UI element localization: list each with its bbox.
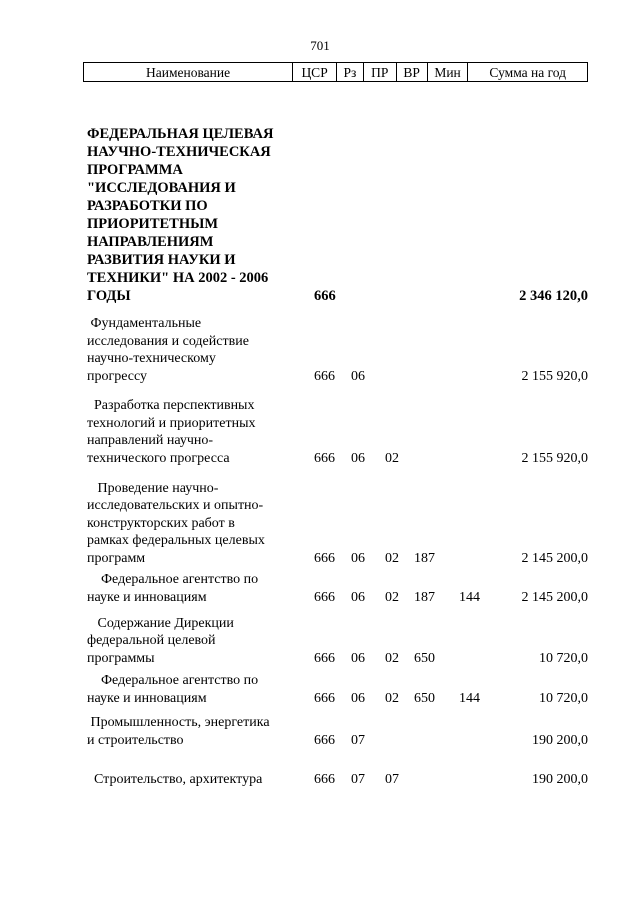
cell-sum: 190 200,0 — [532, 771, 588, 787]
row-name-line: исследовательских и опытно- — [87, 498, 264, 513]
row-name — [87, 125, 292, 305]
row-name-line: НАПРАВЛЕНИЯМ — [87, 234, 214, 250]
table-header — [83, 62, 588, 82]
row-name — [87, 480, 292, 568]
table-row — [0, 615, 640, 668]
cell-rz: 06 — [351, 650, 365, 666]
table-row — [0, 771, 640, 789]
row-name-line: ПРИОРИТЕТНЫМ — [87, 216, 219, 232]
row-name-line: науке и инновациям — [87, 690, 207, 706]
row-name-line: и строительство — [87, 732, 184, 748]
row-name-line: ПРОГРАММА — [87, 162, 183, 178]
table-row — [0, 315, 640, 385]
row-name-line: ГОДЫ — [87, 288, 131, 304]
cell-rz: 06 — [351, 450, 365, 466]
table-row — [0, 714, 640, 749]
row-name-line: программ — [87, 550, 146, 566]
table-row — [0, 480, 640, 568]
cell-rz: 06 — [351, 550, 365, 566]
cell-pr: 07 — [385, 771, 399, 787]
row-name-line: программы — [87, 650, 155, 666]
header-min: Мин — [428, 63, 469, 81]
row-name — [87, 714, 292, 749]
row-name-line: науке и инновациям — [87, 589, 207, 605]
row-name — [87, 315, 292, 385]
row-name-line: Строительство, архитектура — [87, 771, 263, 787]
row-name-line: технологий и приоритетных — [87, 415, 256, 431]
row-name-line: прогрессу — [87, 368, 148, 384]
cell-min: 144 — [459, 690, 480, 706]
header-name: Наименование — [84, 63, 293, 81]
table-row — [0, 672, 640, 707]
row-name-line: "ИССЛЕДОВАНИЯ И — [87, 180, 236, 196]
row-name — [87, 771, 292, 789]
header-pr: ПР — [364, 63, 397, 81]
cell-rz: 06 — [351, 690, 365, 706]
header-csr: ЦСР — [293, 63, 337, 81]
cell-rz: 06 — [351, 589, 365, 605]
cell-csr: 666 — [314, 589, 335, 605]
row-name-line: Содержание Дирекции — [87, 615, 234, 631]
row-name-line: Федеральное агентство по — [87, 673, 259, 688]
table-row — [0, 571, 640, 606]
row-name-line: научно-техническому — [87, 351, 216, 366]
cell-vr: 650 — [414, 650, 435, 666]
cell-vr: 187 — [414, 550, 435, 566]
row-name-line: ФЕДЕРАЛЬНАЯ ЦЕЛЕВАЯ — [87, 126, 274, 142]
cell-csr: 666 — [314, 650, 335, 666]
row-name-line: исследования и содействие — [87, 333, 249, 349]
cell-csr: 666 — [314, 732, 335, 748]
cell-sum: 2 155 920,0 — [521, 368, 588, 384]
cell-sum: 2 145 200,0 — [521, 550, 588, 566]
header-vr: ВР — [397, 63, 428, 81]
cell-pr: 02 — [385, 589, 399, 605]
row-name-line: Промышленность, энергетика — [87, 715, 270, 730]
row-name — [87, 397, 292, 467]
cell-csr: 666 — [314, 771, 335, 787]
row-name-line: технического прогресса — [87, 450, 230, 466]
table-row — [0, 125, 640, 305]
cell-csr: 666 — [314, 550, 335, 566]
cell-vr: 187 — [414, 589, 435, 605]
row-name-line: Проведение научно- — [87, 480, 219, 496]
row-name — [87, 672, 292, 707]
cell-csr: 666 — [314, 368, 335, 384]
cell-pr: 02 — [385, 690, 399, 706]
row-name-line: РАЗВИТИЯ НАУКИ И — [87, 252, 236, 268]
cell-vr: 650 — [414, 690, 435, 706]
cell-min: 144 — [459, 589, 480, 605]
cell-sum: 10 720,0 — [539, 690, 588, 706]
row-name-line: рамках федеральных целевых — [87, 533, 265, 548]
cell-csr: 666 — [314, 450, 335, 466]
cell-rz: 07 — [351, 732, 365, 748]
cell-sum: 2 346 120,0 — [519, 288, 588, 304]
cell-sum: 190 200,0 — [532, 732, 588, 748]
row-name — [87, 571, 292, 606]
row-name-line: НАУЧНО-ТЕХНИЧЕСКАЯ — [87, 144, 271, 160]
cell-sum: 2 145 200,0 — [521, 589, 588, 605]
cell-csr: 666 — [314, 288, 336, 304]
table-row — [0, 397, 640, 467]
header-sum: Сумма на год — [489, 65, 567, 80]
row-name-line: федеральной целевой — [87, 633, 216, 648]
row-name — [87, 615, 292, 668]
cell-sum: 2 155 920,0 — [521, 450, 588, 466]
row-name-line: Разработка перспективных — [87, 398, 255, 413]
cell-rz: 06 — [351, 368, 365, 384]
cell-pr: 02 — [385, 550, 399, 566]
row-name-line: Федеральное агентство по — [87, 572, 259, 587]
cell-sum: 10 720,0 — [539, 650, 588, 666]
cell-pr: 02 — [385, 650, 399, 666]
cell-pr: 02 — [385, 450, 399, 466]
row-name-line: ТЕХНИКИ" НА 2002 - 2006 — [87, 270, 269, 286]
row-name-line: РАЗРАБОТКИ ПО — [87, 198, 208, 214]
page-number: 701 — [310, 38, 330, 53]
cell-csr: 666 — [314, 690, 335, 706]
cell-rz: 07 — [351, 771, 365, 787]
row-name-line: направлений научно- — [87, 433, 214, 448]
header-rz: Рз — [337, 63, 364, 81]
row-name-line: Фундаментальные — [87, 316, 202, 331]
row-name-line: конструкторских работ в — [87, 515, 235, 531]
